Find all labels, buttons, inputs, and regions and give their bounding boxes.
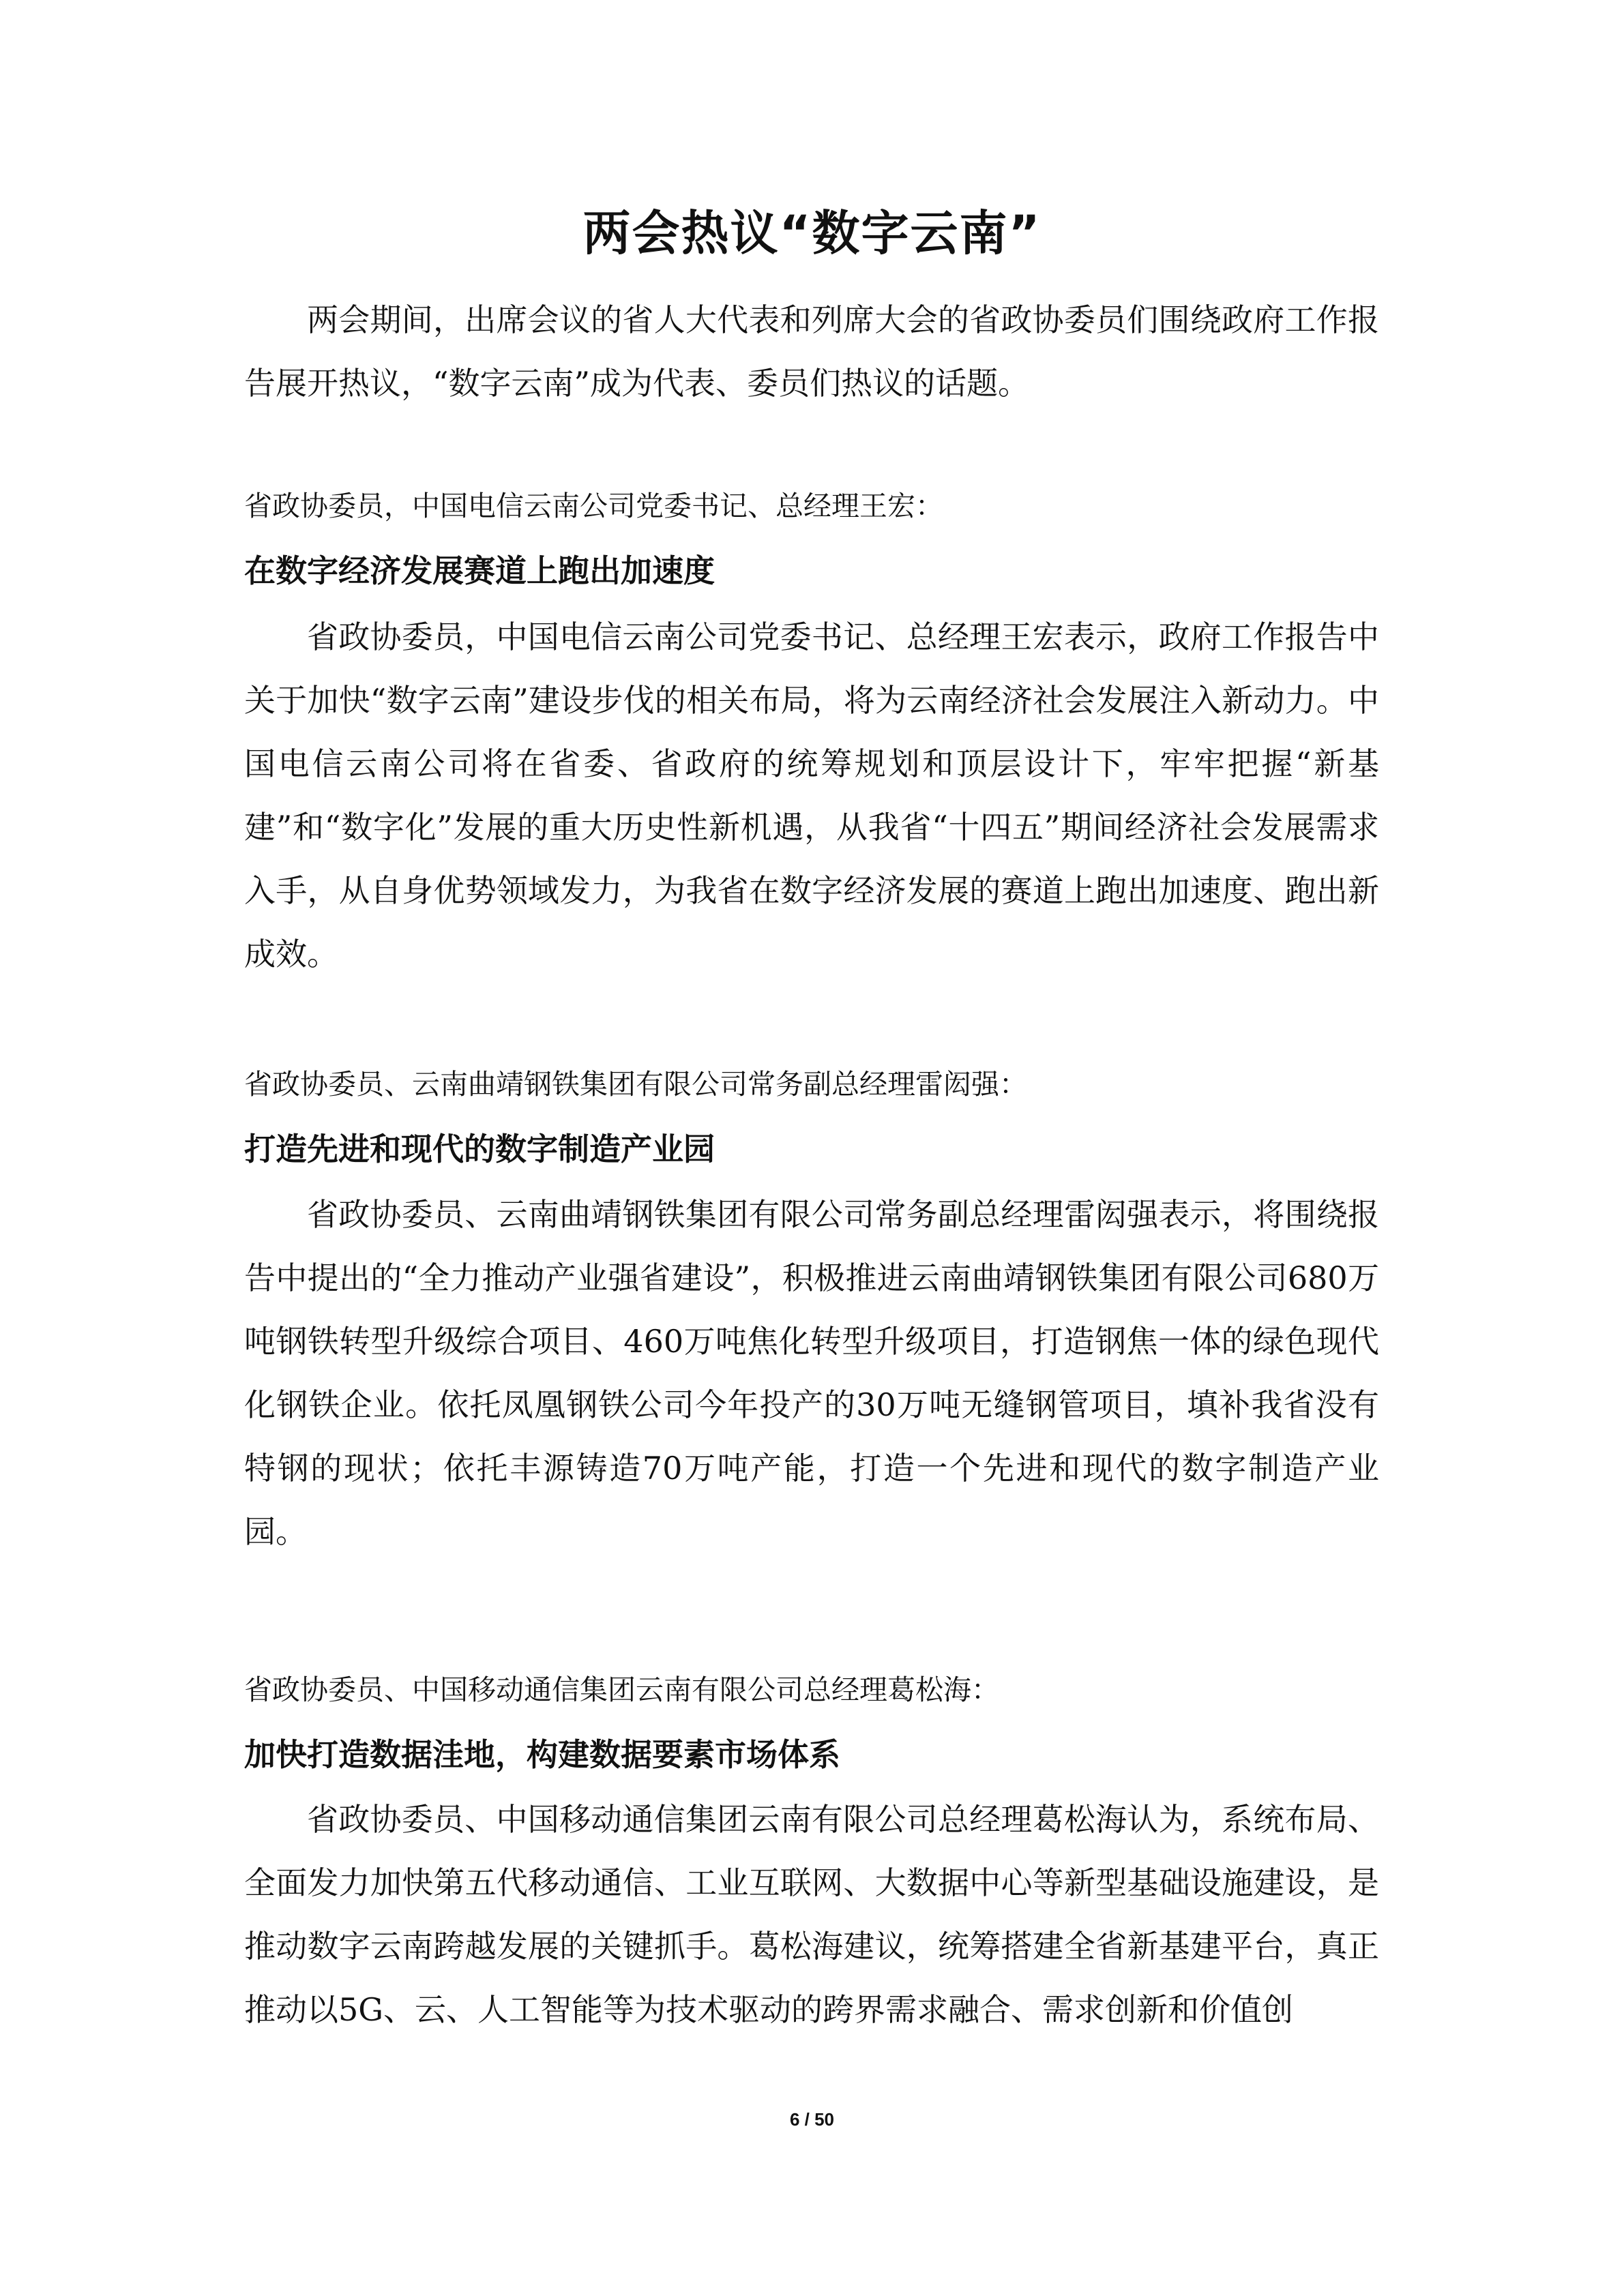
section-2-headline: 打造先进和现代的数字制造产业园	[244, 1131, 715, 1167]
section-1-body: 省政协委员，中国电信云南公司党委书记、总经理王宏表示，政府工作报告中关于加快“数字云南”建设步伐的相关布局，将为云南经济社会发展注入新动力。中国电信云南公司将在省委、省政府的统筹规划和顶层设计下，牢牢把握“新基建”和“数字化”发展的重大历史性新机遇，从我省“十四五”期间经济社会发展需求入手，从自身优势领域发力，为我省在数字经济发展的赛道上跑出加速度、跑出新成效。	[244, 618, 1379, 972]
section-2-body: 省政协委员、云南曲靖钢铁集团有限公司常务副总经理雷闳强表示，将围绕报告中提出的“全力推动产业强省建设”，积极推进云南曲靖钢铁集团有限公司680万吨钢铁转型升级综合项目、460万吨焦化转型升级项目，打造钢焦一体的绿色现代化钢铁企业。依托凤凰钢铁公司今年投产的30万吨无缝钢管项目，填补我省没有特钢的现状；依托丰源铸造70万吨产能，打造一个先进和现代的数字制造产业园。	[244, 1196, 1379, 1550]
page-number: 6 / 50	[789, 2109, 835, 2130]
section-3-body-block	[244, 1788, 1379, 2042]
section-2-speaker: 省政协委员、云南曲靖钢铁集团有限公司常务副总经理雷闳强：	[244, 1068, 1027, 1101]
intro-paragraph: 两会期间，出席会议的省人大代表和列席大会的省政协委员们围绕政府工作报告展开热议，“数字云南”成为代表、委员们热议的话题。	[244, 301, 1379, 402]
section-3-speaker: 省政协委员、中国移动通信集团云南有限公司总经理葛松海：	[244, 1673, 999, 1706]
section-1-body-block	[244, 606, 1379, 986]
section-1-headline: 在数字经济发展赛道上跑出加速度	[244, 552, 715, 589]
section-3-body: 省政协委员、中国移动通信集团云南有限公司总经理葛松海认为，系统布局、全面发力加快第五代移动通信、工业互联网、大数据中心等新型基础设施建设，是推动数字云南跨越发展的关键抓手。葛松海建议，统筹搭建全省新基建平台，真正推动以5G、云、人工智能等为技术驱动的跨界需求融合、需求创新和价值创	[244, 1801, 1379, 2028]
page-title: 两会热议“数字云南”	[582, 205, 1042, 261]
intro-block	[244, 288, 1379, 415]
section-3-headline: 加快打造数据洼地，构建数据要素市场体系	[244, 1736, 840, 1773]
section-2-body-block	[244, 1183, 1379, 1564]
section-1-speaker: 省政协委员，中国电信云南公司党委书记、总经理王宏：	[244, 490, 943, 522]
